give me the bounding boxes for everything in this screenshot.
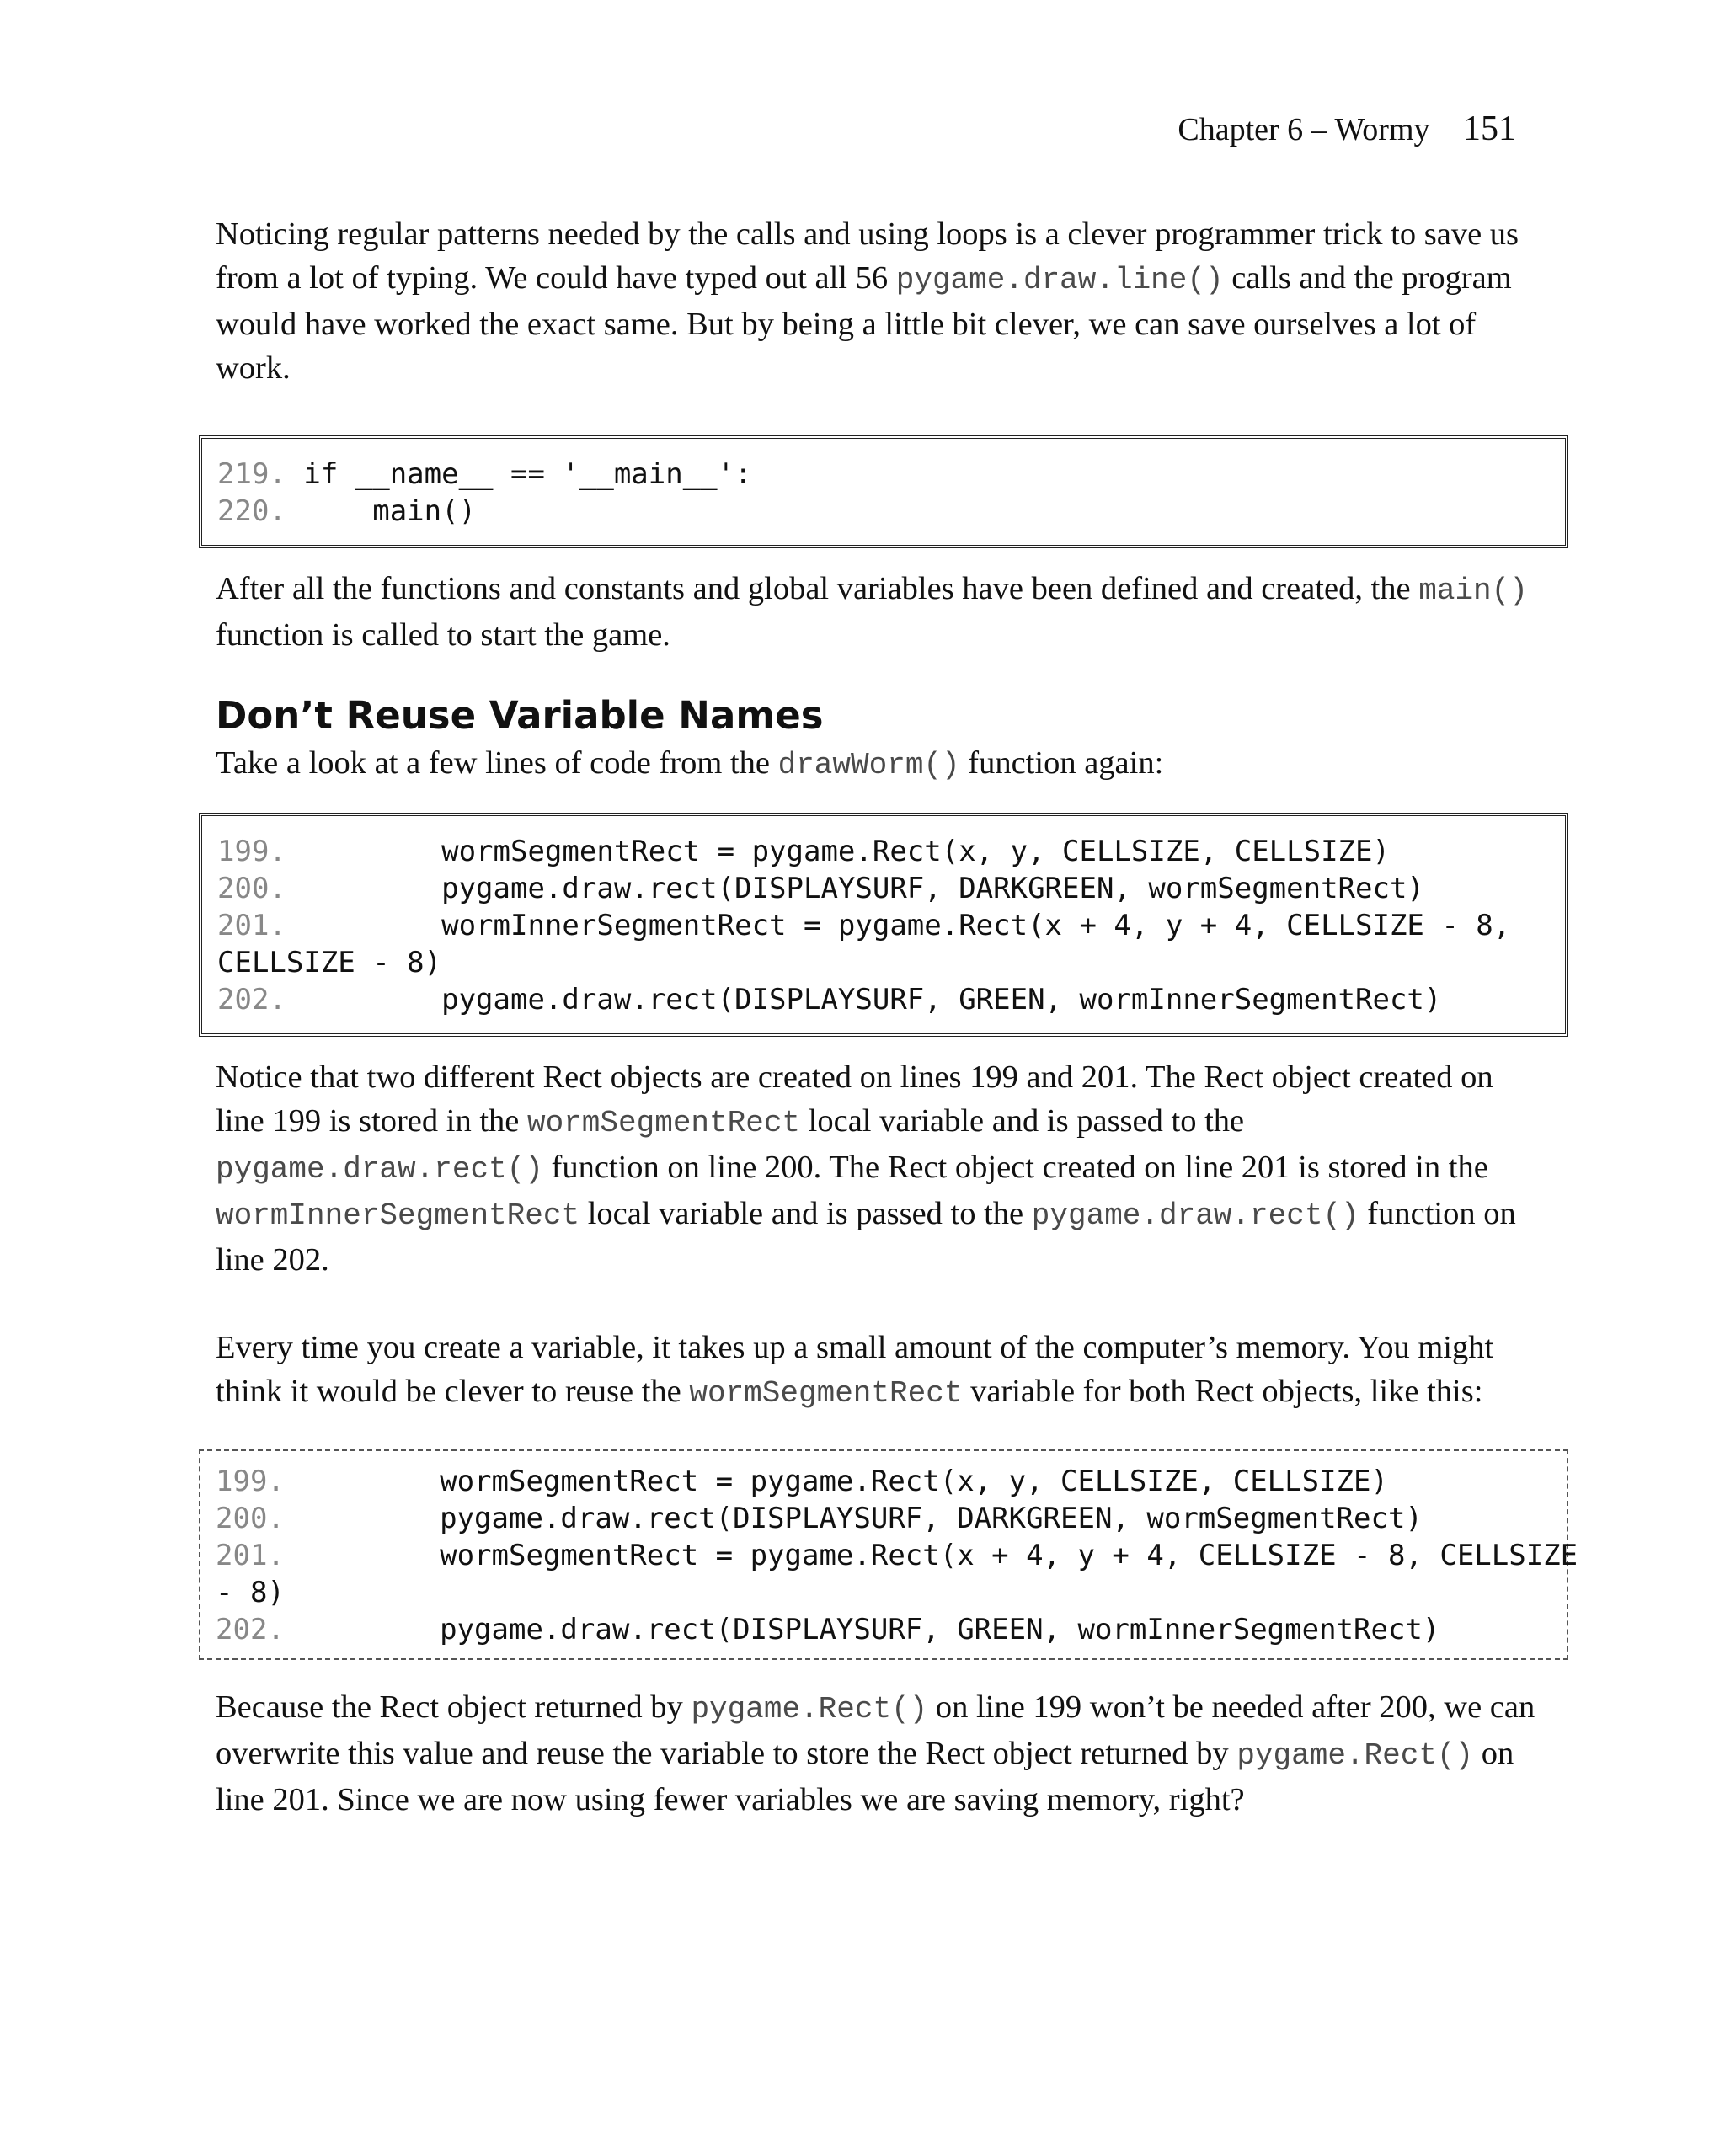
inline-code: drawWorm() <box>777 748 960 782</box>
page-number: 151 <box>1463 109 1516 148</box>
inline-code: main() <box>1418 574 1528 608</box>
paragraph-loops: Noticing regular patterns needed by the calls and using loops is a clever programmer trick to save us from a lot of typing. We could have typed out all 56 pygame.draw.line() calls and the program would have worked the exact same. But by being a little bit clever, we can save ourselves a lot of work. <box>216 216 1519 386</box>
code-line: 201. wormSegmentRect = pygame.Rect(x + 4, y + 4, CELLSIZE - 8, CELLSIZE <box>216 1539 1578 1572</box>
inline-code: wormInnerSegmentRect <box>216 1198 580 1233</box>
code-line: 200. pygame.draw.rect(DISPLAYSURF, DARKGREEN, wormSegmentRect) <box>217 872 1424 905</box>
code-line: 202. pygame.draw.rect(DISPLAYSURF, GREEN, wormInnerSegmentRect) <box>216 1613 1440 1646</box>
inline-code: pygame.Rect() <box>1236 1738 1474 1773</box>
running-header <box>1178 106 1516 152</box>
section-heading: Don’t Reuse Variable Names <box>216 693 824 738</box>
inline-code: pygame.draw.line() <box>895 263 1224 297</box>
code-block-main <box>199 435 1568 548</box>
code-block-drawworm <box>199 813 1568 1037</box>
code-line: CELLSIZE - 8) <box>217 946 442 979</box>
inline-code: pygame.draw.rect() <box>1031 1198 1359 1233</box>
paragraph-drawworm-intro: Take a look at a few lines of code from the drawWorm() function again: <box>216 745 1164 782</box>
chapter-title: Chapter 6 – Wormy <box>1178 112 1430 147</box>
paragraph-overwrite: Because the Rect object returned by pygame.Rect() on line 199 won’t be needed after 200, we can overwrite this value and reuse the variable to store the Rect object returned by pygame.Rect() on line 201. Since we are now using fewer variables we are saving memory, right? <box>216 1689 1535 1817</box>
paragraph-main-called: After all the functions and constants and global variables have been defined and created, the main() function is called to start the game. <box>216 571 1528 653</box>
code-line: 201. wormInnerSegmentRect = pygame.Rect(x + 4, y + 4, CELLSIZE - 8, <box>217 909 1511 942</box>
paragraph-two-rects: Notice that two different Rect objects are created on lines 199 and 201. The Rect object created on line 199 is stored in the wormSegmentRect local variable and is passed to the pygame.draw.rect() function on line 200. The Rect object created on line 201 is stored in the wormInnerSegmentRect local variable and is passed to the pygame.draw.rect() function on line 202. <box>216 1059 1516 1278</box>
page-content <box>216 212 1578 1822</box>
code-line: 199. wormSegmentRect = pygame.Rect(x, y, CELLSIZE, CELLSIZE) <box>217 835 1390 868</box>
code-line: 220. main() <box>217 494 477 528</box>
code-line: 219. if __name__ == '__main__': <box>217 457 752 491</box>
inline-code: pygame.draw.rect() <box>216 1152 543 1187</box>
inline-code: wormSegmentRect <box>689 1376 963 1411</box>
code-line: 200. pygame.draw.rect(DISPLAYSURF, DARKGREEN, wormSegmentRect) <box>216 1502 1423 1535</box>
code-line: 199. wormSegmentRect = pygame.Rect(x, y, CELLSIZE, CELLSIZE) <box>216 1465 1388 1498</box>
code-line: - 8) <box>216 1576 285 1609</box>
code-block-reuse <box>199 1449 1578 1660</box>
inline-code: pygame.Rect() <box>691 1692 928 1726</box>
code-line: 202. pygame.draw.rect(DISPLAYSURF, GREEN, wormInnerSegmentRect) <box>217 983 1442 1017</box>
paragraph-memory: Every time you create a variable, it takes up a small amount of the computer’s memory. You might think it would be clever to reuse the wormSegmentRect variable for both Rect objects, like this: <box>216 1330 1494 1411</box>
inline-code: wormSegmentRect <box>526 1106 801 1140</box>
